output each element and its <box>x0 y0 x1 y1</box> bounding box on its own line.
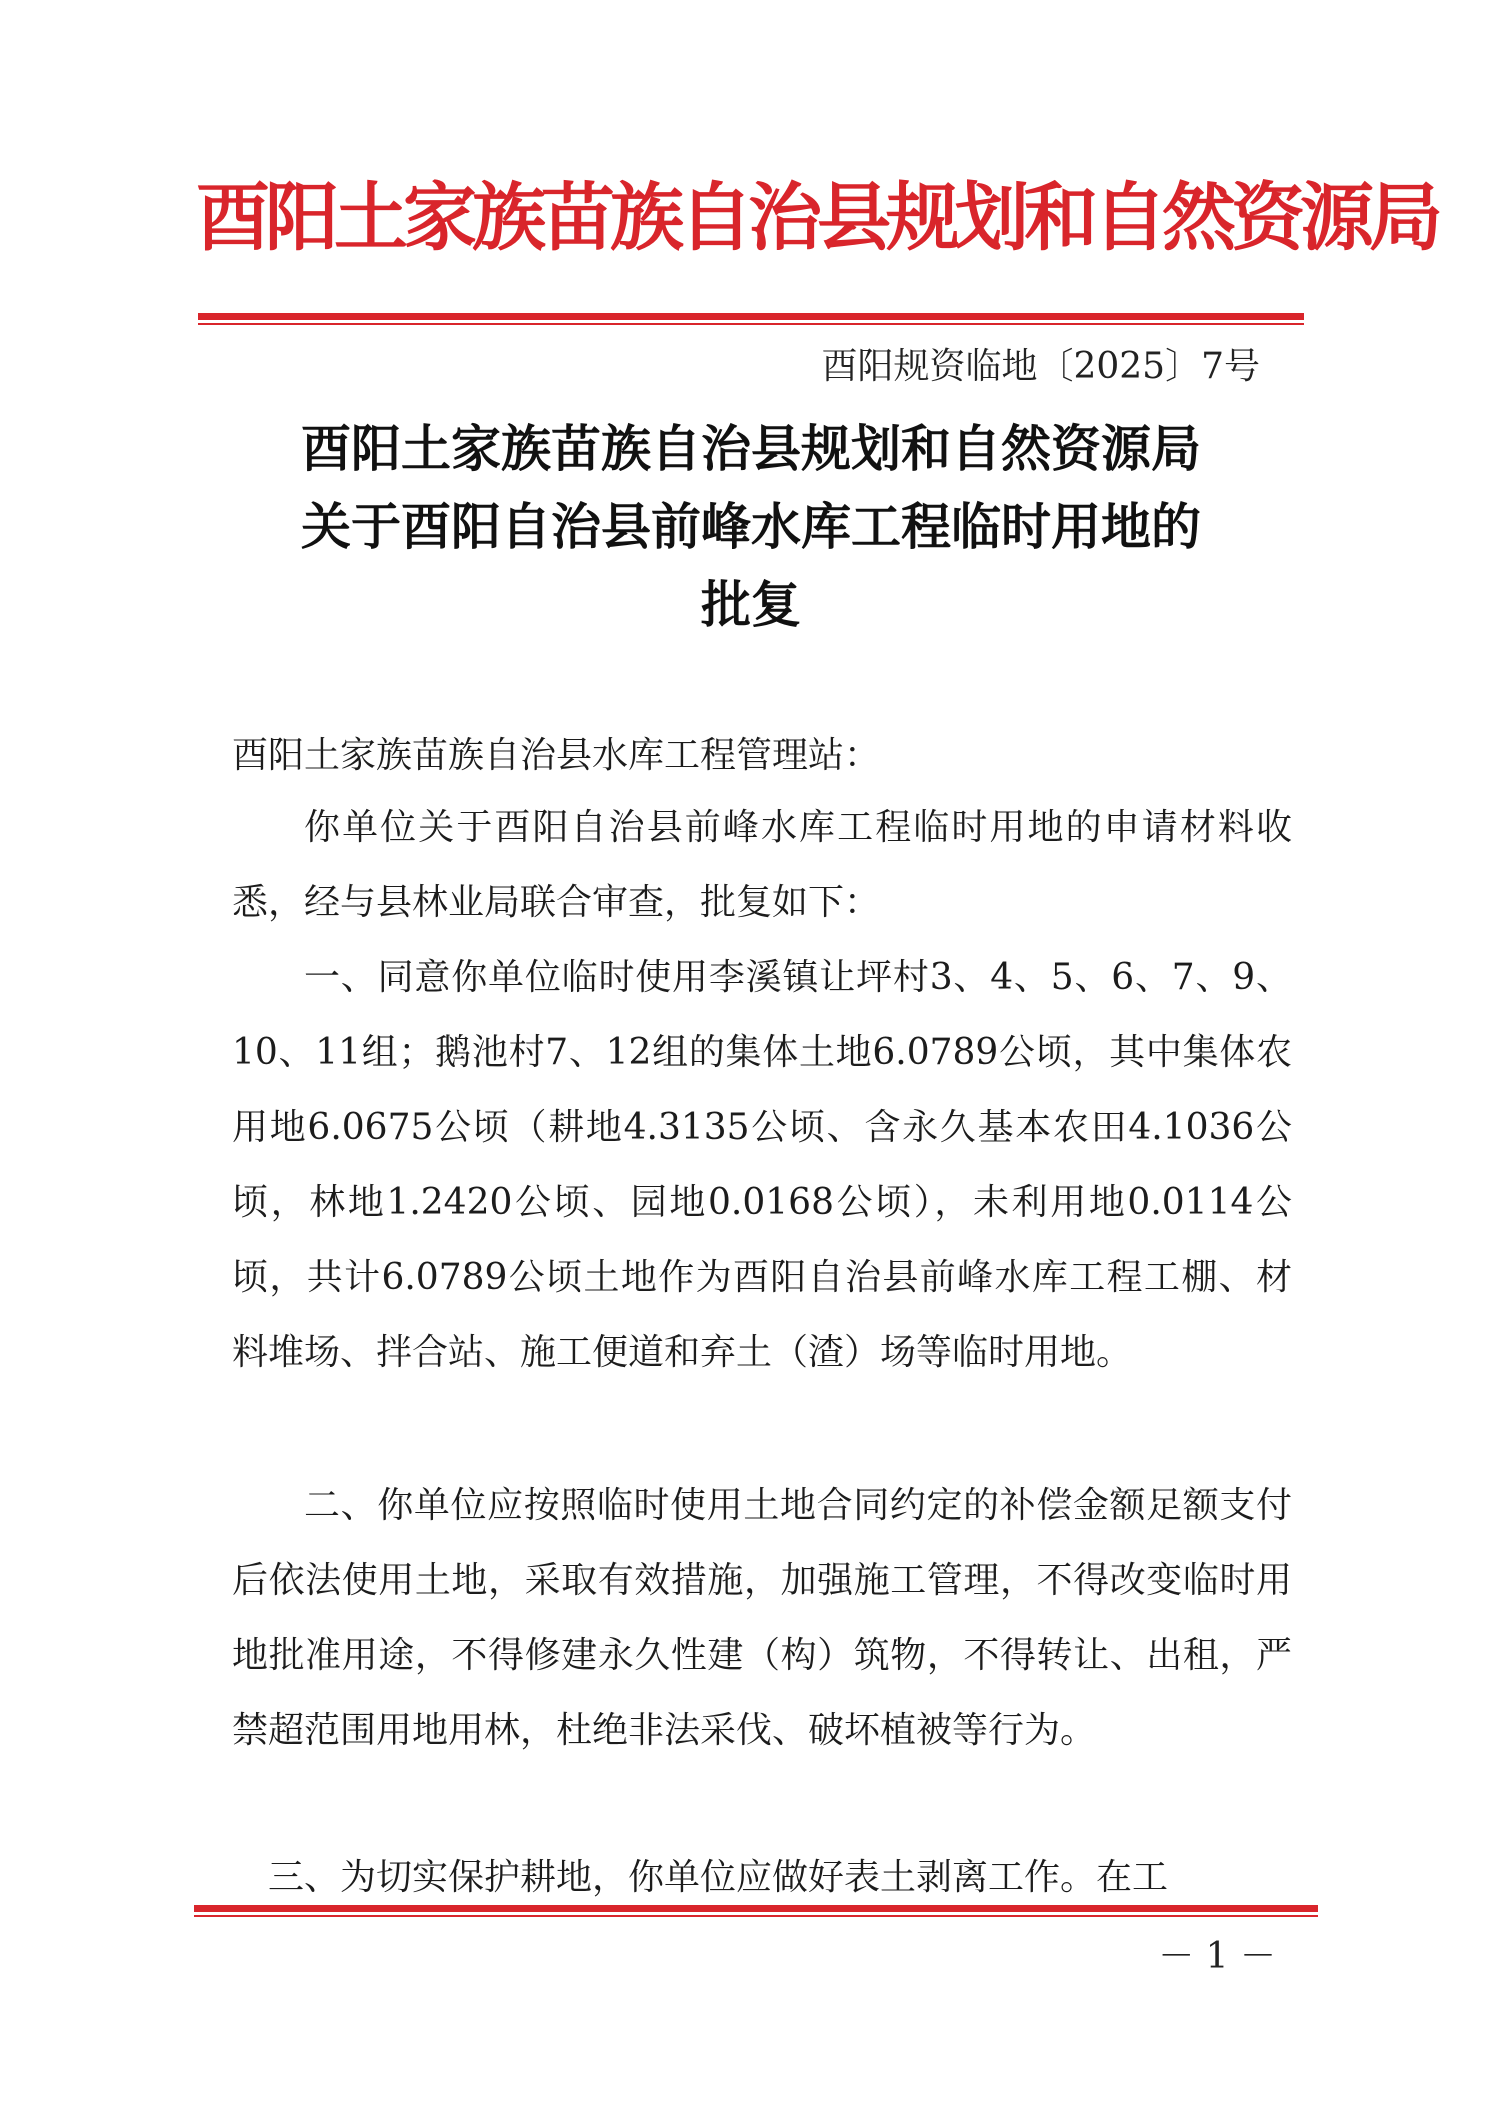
body-paragraph-item-3: 三、为切实保护耕地，你单位应做好表土剥离工作。在工 <box>268 1857 1169 1898</box>
organization-header: 酉阳土家族苗族自治县规划和自然资源局 <box>196 175 1438 261</box>
body-paragraph-item-2: 二、你单位应按照临时使用土地合同约定的补偿金额足额支付后依法使用土地，采取有效措施，加强施工管理，不得改变临时用地批准用途，不得修建永久性建（构）筑物，不得转让、出租，严禁超范围用地用林，杜绝非法采伐、破坏植被等行为。 <box>232 1485 1292 1751</box>
body-paragraph-item-1: 一、同意你单位临时使用李溪镇让坪村3、4、5、6、7、9、10、11组；鹅池村7、12组的集体土地6.0789公顷，其中集体农用地6.0675公顷（耕地4.3135公顷、含永久基本农田4.1036公顷，林地1.2420公顷、园地0.0168公顷），未利用地0.0114公顷，共计6.0789公顷土地作为酉阳自治县前峰水库工程工棚、材料堆场、拌合站、施工便道和弃土（渣）场等临时用地。 <box>232 957 1292 1373</box>
document-title-line: 关于酉阳自治县前峰水库工程临时用地的 <box>301 498 1201 556</box>
body-paragraph-intro: 你单位关于酉阳自治县前峰水库工程临时用地的申请材料收悉，经与县林业局联合审查，批复如下： <box>232 807 1292 923</box>
footer-red-rule <box>194 1905 1318 1917</box>
recipient: 酉阳土家族苗族自治县水库工程管理站： <box>232 735 881 776</box>
document-number: 酉阳规资临地〔2025〕7号 <box>821 346 1260 387</box>
page-number: － 1 － <box>1158 1936 1276 1977</box>
header-red-rule <box>198 313 1304 325</box>
document-title-line: 批复 <box>701 576 801 634</box>
document-title <box>196 410 1306 644</box>
document-title-line: 酉阳土家族苗族自治县规划和自然资源局 <box>301 420 1201 478</box>
